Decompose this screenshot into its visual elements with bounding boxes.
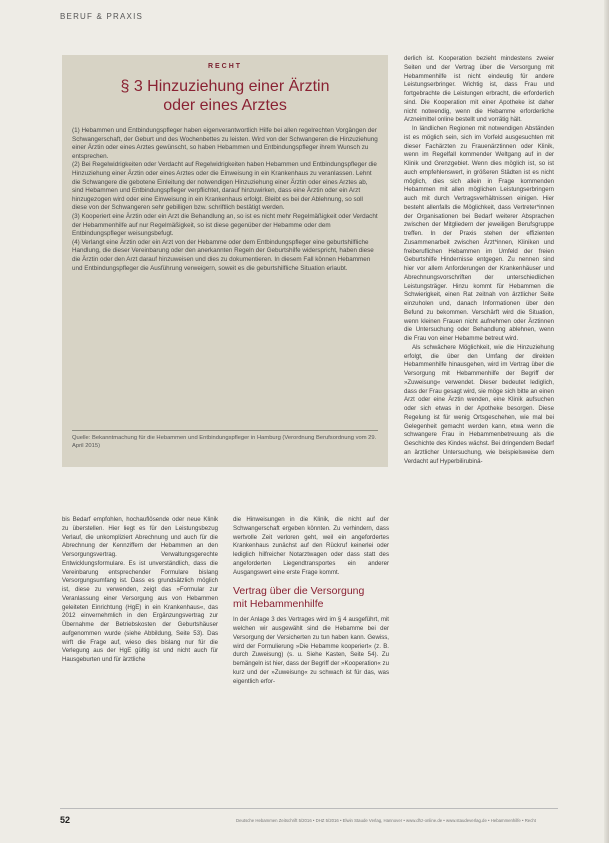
column-3-paragraph-2: In ländlichen Regionen mit notwendigen Abständen ist es möglich sein, sich im Vorfeld ausgesuchten mit dieser Fachärzten zu Frauenärztinnen oder Klinik, wenn im Regelfall kommender Weltgang auf in der Klinik und Grenzgebiet. Wenn dies möglich ist, so ist auch empfehlenswert, in größeren Städten ist es nicht möglich, dies sich allein in Frage kommenden Hebammen mit allen möglichen Leistungserbringern auch mit durch Vertragsverhältnissen einigen. Hier besteht allenfalls die Möglichkeit, dass Vertreter*innen der Organisationen bei Bedarf weiterer Absprachen zwischen der Mitgliedern der jeweiligen Berufsgruppe treffen. In der Praxis stehen der effizienten Zusammenarbeit zwischen Ärzt*innen, Kliniken und freiberuflichen Hebammen im Umfeld der freien Geburtshilfe Hindernisse entgegen. Zu nennen sind hier vor allem Anforderungen der Krankenhäuser und Abrechnungsvorschriften der unterschiedlichen Leistungsträger. Hinzu kommt für Hebammen die Schwierigkeit, einen Rat zeitnah von ärztlicher Seite einzuholen und, danach Informationen über den Befund zu bekommen. Verschärft wird die Situation, wenn kleinen Frauen nicht aufnehmen oder Ärztinnen die Untersuchung oder Behandlung ablehnen, wenn die Frau von einer Hebamme betreut wird. bbox=[404, 125, 554, 342]
box-paragraph-4: (4) Verlangt eine Ärztin oder ein Arzt von der Hebamme oder dem Entbindungspfleger eine geburtshilfliche Handlung, die dieser Vereinbarung oder den anerkannten Regeln der Geburtshilfe widerspricht, haben diese die Ärztin oder den Arzt darauf hinzuweisen und dies zu dokumentieren. In diesem Fall können Hebammen und Entbindungspfleger die Ausführung verweigern, soweit es die geburtshilfliche Situation erlaubt. bbox=[72, 238, 374, 272]
column-3-paragraph-3: Als schwächere Möglichkeit, wie die Hinzuziehung erfolgt, die über den Umfang der direkten Hebammenhilfe hinausgehen, wird im Vertrag über die Versorgung mit Hebammenhilfe der Begriff der »Zuweisung« verwendet. Dieser bedeutet lediglich, dass der Frau gesagt wird, sie möge sich bitte an einen Arzt oder eine Ärztin wenden, eine Klinik aufsuchen oder sich etwas in der Apotheke besorgen. Diese Regelung ist für wenig Ortsgeschehen, wie mal bei Gelegenheit gemacht werden kann, etwa wenn die schwangere Frau in Hebammenbetreuung als die Geschichte des Kindes wächst. Bei dringendem Bedarf an ärztlicher Untersuchung, wie beispielsweise dem Verdacht auf Hyperbilirubinä- bbox=[404, 343, 554, 465]
text-column-3 bbox=[404, 55, 554, 466]
box-paragraph-1: (1) Hebammen und Entbindungspfleger haben eigenverantwortlich Hilfe bei allen regelrechten Vorgängen der Schwangerschaft, der Geburt und des Wochenbettes zu leisten. Wird von der Schwangeren die Hinzuziehung einer Ärztin oder eines Arztes gewünscht, so haben Hebammen und Entbindungspfleger ihrem Wunsch zu entsprechen. bbox=[72, 127, 378, 160]
footer-text: Deutsche Hebammen Zeitschrift 5/2016 • DHZ 5/2016 • Elwin Staude Verlag, Hannover • www.dhz-online.de • www.staudeverlag.de • Hebammenhilfe • Recht bbox=[236, 818, 536, 823]
page-edge-shadow bbox=[604, 0, 609, 843]
column-2-paragraph-2: In der Anlage 3 des Vertrages wird im § 4 ausgeführt, mit welchen wir ausgewählt sind die Hebamme bei der Versorgung der Versicherten zu tun haben kann. Gewiss, wird der Formulierung »Die Hebamme kooperiert« (z. B. durch Zuweisung) (s. u. Siehe Kasten, Seite 54). Zu bemängeln ist hier, dass der Begriff der »Kooperation« zu kurz und der »Zuweisung« zu schwach ist für das, was eigentlich erfor- bbox=[233, 616, 389, 685]
subheading-line-1: Vertrag über die Versorgung bbox=[233, 585, 365, 598]
source-divider bbox=[72, 430, 378, 431]
legal-text-box bbox=[62, 55, 388, 467]
box-paragraph-3: (3) Kooperiert eine Ärztin oder ein Arzt die Behandlung an, so ist es nicht mehr Regelmäßigkeit oder Verdacht der Hebammenhilfe auf nur Regelmäßigkeit, so ist diese gegenüber der Hebamme oder dem Entbindungspfleger weisungsbefugt. bbox=[72, 212, 378, 238]
box-title-line-1: § 3 Hinzuziehung einer Ärztin bbox=[120, 78, 330, 95]
box-kicker: RECHT bbox=[207, 63, 243, 70]
box-title-line-2: oder eines Arztes bbox=[163, 97, 287, 114]
column-3-paragraph-1: derlich ist. Kooperation bezieht mindestens zweier Seiten und der Vertrag über die Versorgung mit Hebammenhilfe ist nicht eindeutig für andere Leistungserbringer. Wichtig ist, dass Frau und fortgebrachte die Leistungen erbracht, die erforderlich sind. Die Kooperation mit einer Apotheke ist daher nicht notwendig, wenn die Hebamme erforderliche Arzneimittel online bestellt und vorrätig hält. bbox=[404, 55, 554, 124]
text-column-1 bbox=[62, 516, 218, 665]
section-label: BERUF & PRAXIS bbox=[60, 12, 144, 21]
text-column-2 bbox=[233, 516, 389, 686]
section-subheading bbox=[233, 585, 389, 610]
box-body bbox=[72, 127, 378, 273]
column-2-paragraph-1: die Hinweisungen in die Klinik, die nicht auf der Schwangerschaft ergeben könnten. Zu verhindern, dass wertvolle Zeit verloren geht, weil ein angefordertes Krankenhaus zunächst auf den Rückruf keinerlei oder lediglich hilfreicher Notarztwagen oder dass statt des angeforderten Liegendtransportes ein anderer Ausgangswert eine erste Frage kommt. bbox=[233, 516, 389, 576]
page-number: 52 bbox=[60, 815, 71, 825]
column-1-paragraph: bis Bedarf empfohlen, hochauflösende oder neue Klinik zu überstellen. Hier liegt es für den Leistungsbezug Verlauf, die unkompliziert Abrechnung und auch für die Abrechnung der Kennziffern der Hebammen an den Versorgungsvertrag. Verwaltungsgerechte Entwicklungsformulare. Es ist unverständlich, dass die Vereinbarung entsprechender Formulare bislang Versorgungsumfang ist. Dass es grundsätzlich möglich ist, diese zu verwenden, zeigt das »Formular zur Veranlassung einer Versorgung aus von Hebammen geleiteten Einrichtung (HgE) in ein Krankenhaus«, das 2012 einvernehmlich in den Ergänzungsvertrag zur Übernahme der Betriebskosten der Geburtshäuser aufgenommen wurde (siehe Abbildung, Seite 53). Das wirft die Frage auf, wieso dies bislang nur für die Verlegung aus der HgE gültig ist und nicht auch für Hausgeburten und für ärztliche bbox=[62, 516, 218, 663]
subheading-line-2: mit Hebammenhilfe bbox=[233, 597, 324, 610]
box-source: Quelle: Bekanntmachung für die Hebammen und Entbindungspfleger in Hamburg (Verordnung Berufsordnung vom 29. April 2015) bbox=[72, 435, 377, 449]
box-title bbox=[62, 77, 388, 115]
footer-divider bbox=[60, 808, 558, 809]
box-paragraph-2: (2) Bei Regelwidrigkeiten oder Verdacht auf Regelwidrigkeiten haben Hebammen und Entbindungspfleger die Hinzuziehung einer Ärztin oder eines Arztes oder die Einweisung in ein Krankenhaus zu veranlassen. Lehnt die Schwangere die gebotene Einleitung der notwendigen Hinzuziehung einer Ärztin oder eines Arztes ab, sind Hebammen und Entbindungspfleger verpflichtet, darauf hinzuwirken, dass eine Ärztin oder ein Arzt hinzugezogen wird oder eine Einweisung in ein Krankenhaus erfolgt. Bleibt es bei der Ablehnung, so soll diese von der Schwangeren sehr gebilligen bzw. schriftlich bestätigt werden. bbox=[72, 161, 377, 212]
